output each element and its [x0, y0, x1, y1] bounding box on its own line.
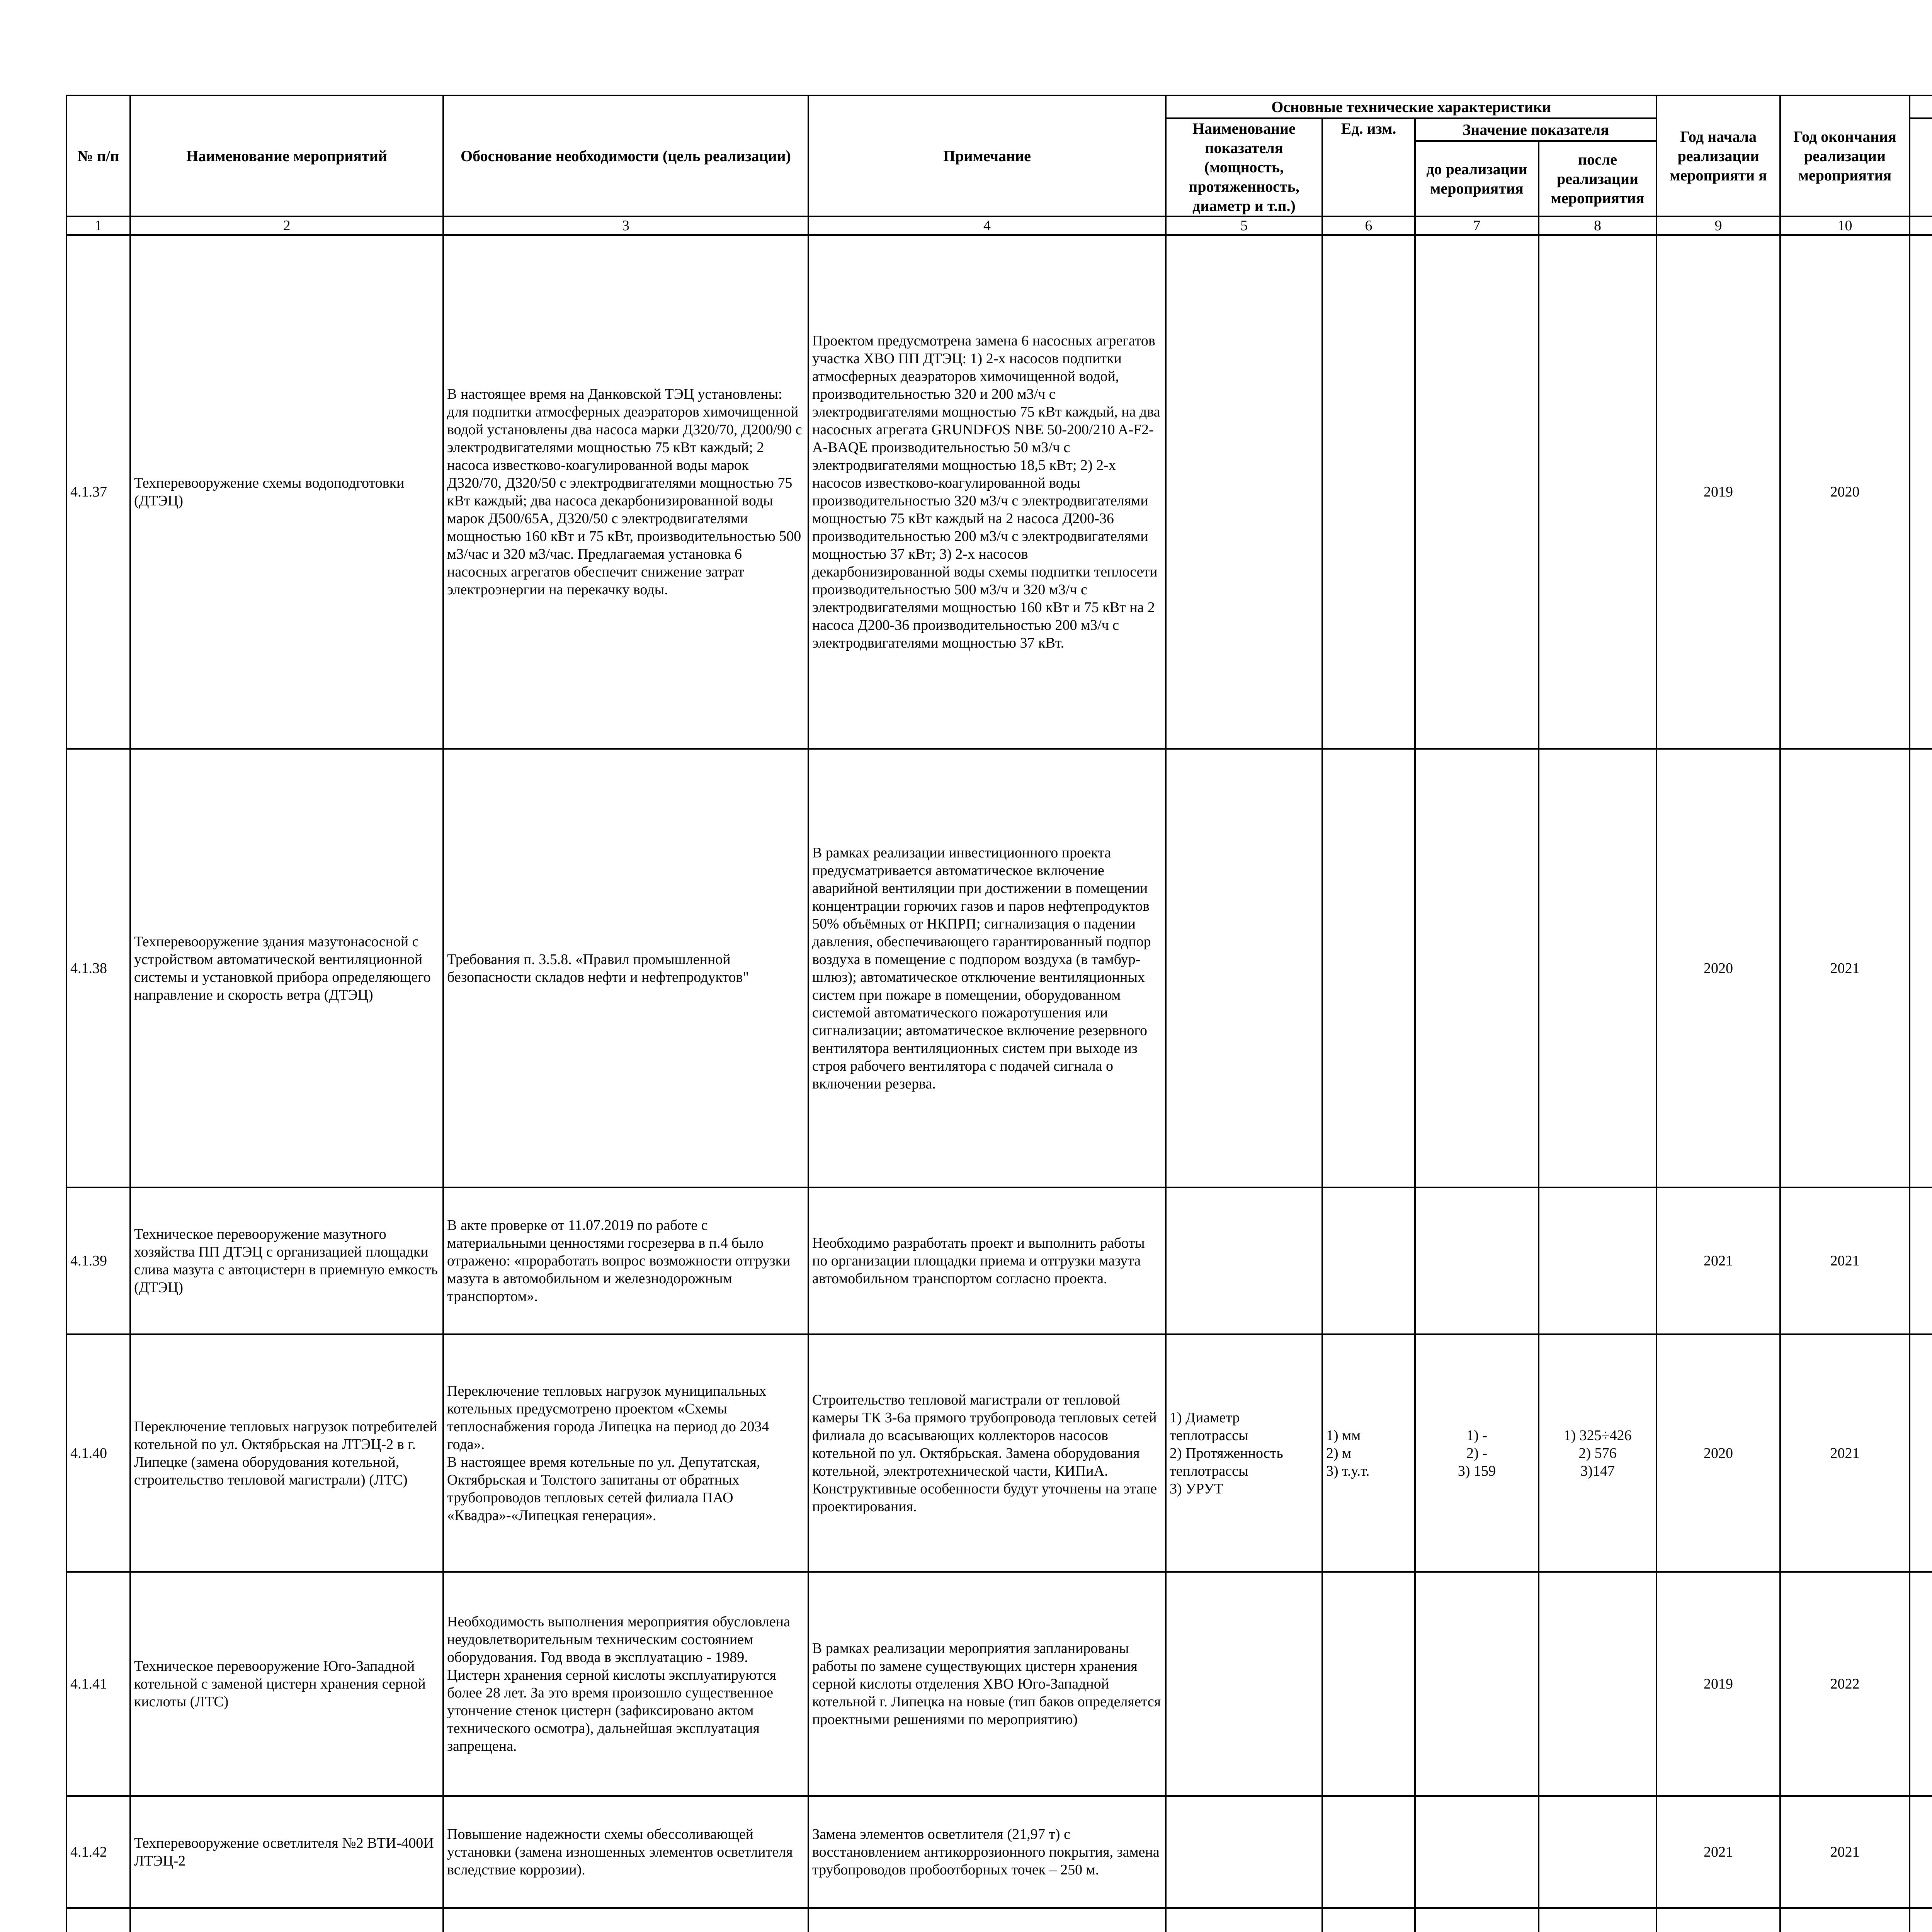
value-before: [1415, 235, 1539, 749]
end-year: 2020: [1780, 235, 1910, 749]
parameter-name: 1) Диаметр теплотрассы 2) Протяженность теплотрассы 3) УРУТ: [1166, 1334, 1322, 1572]
justification: В настоящее время на Данковской ТЭЦ установлены: для подпитки атмосферных деаэраторов химочищенной водой установлены два насоса марки Д320/70, Д200/90 с электродвигателями мощностью 75 кВт каждый; 2 насоса известково-коагулированной воды марок Д320/70, Д320/50 с электродвигателями мощностью 75 кВт каждый; два насоса декарбонизированной воды марок Д500/65А, Д320/50 с электродвигателями мощностью 160 кВт и 75 кВт, производительностью 500 м3/час и 320 м3/час. Предлагаемая установка 6 насосных агрегатов обеспечит снижение затрат электроэнергии на перекачку воды.: [443, 235, 808, 749]
measure-name: Переключение тепловых нагрузок потребителей котельной по ул. Октябрьская на ЛТЭЦ-2 в г. Липецке (замена оборудования котельной, строительство тепловой магистрали) (ЛТС): [130, 1334, 443, 1572]
column-number: [1910, 216, 1932, 235]
parameter-name: [1166, 235, 1322, 749]
unit: [1322, 1572, 1415, 1796]
end-year: 2021: [1780, 749, 1910, 1187]
column-number: 4: [808, 216, 1166, 235]
measure-name: Техперевооружение схемы водоподготовки (ДТЭЦ): [130, 235, 443, 749]
justification: [443, 1908, 808, 1932]
row-number: 4.1.41: [66, 1572, 130, 1796]
measure-name: Техническое перевооружение Юго-Западной котельной с заменой цистерн хранения серной кислоты (ЛТС): [130, 1572, 443, 1796]
header-num: № п/п: [66, 95, 130, 216]
total-cost: [1910, 1334, 1932, 1572]
note: В рамках реализации мероприятия запланированы работы по замене существующих цистерн хранения серной кислоты отделения ХВО Юго-Западной котельной г. Липецка на новые (тип баков определяется проектными решениями по мероприятию): [808, 1572, 1166, 1796]
note: Необходимо разработать проект и выполнить работы по организации площадки приема и отгрузки мазута автомобильном транспортом согласно проекта.: [808, 1187, 1166, 1334]
header-param: Наименование показателя (мощность, протяженность, диаметр и т.п.): [1166, 118, 1322, 216]
table-row: [66, 1572, 1932, 1796]
column-number: 7: [1415, 216, 1539, 235]
investment-program-table: [66, 95, 1932, 1932]
header-reason: Обоснование необходимости (цель реализации): [443, 95, 808, 216]
column-number: 5: [1166, 216, 1322, 235]
measure-name: Техперевооружение здания мазутонасосной с устройством автоматической вентиляционной системы и установкой прибора определяющего направление и скорость ветра (ДТЭЦ): [130, 749, 443, 1187]
value-after: [1539, 235, 1656, 749]
parameter-name: [1166, 749, 1322, 1187]
parameter-name: [1166, 1187, 1322, 1334]
justification: Требования п. 3.5.8. «Правил промышленной безопасности складов нефти и нефтепродуктов": [443, 749, 808, 1187]
header-unit: Ед. изм.: [1322, 118, 1415, 216]
value-after: [1539, 749, 1656, 1187]
column-number: 3: [443, 216, 808, 235]
column-number: 2: [130, 216, 443, 235]
data-table: [66, 95, 1932, 1932]
value-before: [1415, 1796, 1539, 1908]
parameter-name: [1166, 1908, 1322, 1932]
table-row: [66, 1187, 1932, 1334]
value-before: [1415, 1572, 1539, 1796]
table-row: [66, 1796, 1932, 1908]
end-year: 2021: [1780, 1796, 1910, 1908]
note: Проектом предусмотрена замена 6 насосных агрегатов участка ХВО ПП ДТЭЦ: 1) 2-х насосов подпитки атмосферных деаэраторов химочищенной водой, производительностью 320 и 200 м3/ч с электродвигателями мощностью 75 кВт каждый, на два насосных агрегата GRUNDFOS NBE 50-200/210 A-F2-A-BAQE производительностью 50 м3/ч с электродвигателями мощностью 18,5 кВт; 2) 2-х насосов известково-коагулированной воды производительностью 320 м3/ч с электродвигателями мощностью 75 кВт каждый на 2 насоса Д200-36 производительностью 200 м3/ч с электродвигателями мощностью 37 кВт; 3) 2-х насосов декарбонизированной воды схемы подпитки теплосети производительностью 500 м3/ч и 320 м3/ч с электродвигателями мощностью 160 кВт и 75 кВт на 2 насоса Д200-36 производительностью 200 м3/ч с электродвигателями мощностью 37 кВт.: [808, 235, 1166, 749]
start-year: 2020: [1656, 1334, 1780, 1572]
column-number: 10: [1780, 216, 1910, 235]
total-cost: [1910, 1187, 1932, 1334]
header-after: после реализации мероприятия: [1539, 141, 1656, 216]
header-start-year: Год начала реализации мероприяти я: [1656, 95, 1780, 216]
row-number: 4.1.37: [66, 235, 130, 749]
value-before: [1415, 1187, 1539, 1334]
row-number: [66, 1908, 130, 1932]
value-after: 1) 325÷426 2) 576 3)147: [1539, 1334, 1656, 1572]
justification: Необходимость выполнения мероприятия обусловлена неудовлетворительным техническим состоянием оборудования. Год ввода в эксплуатацию - 1989. Цистерн хранения серной кислоты эксплуатируются более 28 лет. За это время произошло существенное утончение стенок цистерн (зафиксировано актом технического осмотра), дальнейшая эксплуатация запрещена.: [443, 1572, 808, 1796]
table-row: [66, 1908, 1932, 1932]
note: Замена элементов осветлителя (21,97 т) с восстановлением антикоррозионного покрытия, замена трубопроводов пробоотборных точек – 250 м.: [808, 1796, 1166, 1908]
header-end-year: Год окончания реализации мероприятия: [1780, 95, 1910, 216]
row-number: 4.1.42: [66, 1796, 130, 1908]
value-after: [1539, 1796, 1656, 1908]
value-after: [1539, 1908, 1656, 1932]
header-before: до реализации мероприятия: [1415, 141, 1539, 216]
value-before: 1) - 2) - 3) 159: [1415, 1334, 1539, 1572]
column-number: 6: [1322, 216, 1415, 235]
row-number: 4.1.39: [66, 1187, 130, 1334]
column-number: 1: [66, 216, 130, 235]
table-row: [66, 749, 1932, 1187]
start-year: 2021: [1656, 1187, 1780, 1334]
column-number: 8: [1539, 216, 1656, 235]
unit: [1322, 1187, 1415, 1334]
header-value-group: Значение показателя: [1415, 118, 1656, 141]
header-total: [1910, 118, 1932, 216]
header-cost-group: [1910, 95, 1932, 118]
row-number: 4.1.38: [66, 749, 130, 1187]
value-before: [1415, 749, 1539, 1187]
unit: [1322, 749, 1415, 1187]
column-number: 9: [1656, 216, 1780, 235]
header-tech-group: Основные технические характеристики: [1166, 95, 1656, 118]
unit: [1322, 1908, 1415, 1932]
justification: Переключение тепловых нагрузок муниципальных котельных предусмотрено проектом «Схемы теплоснабжения города Липецка на период до 2034 года». В настоящее время котельные по ул. Депутатская, Октябрьская и Толстого запитаны от обратных трубопроводов тепловых сетей филиала ПАО «Квадра»-«Липецкая генерация».: [443, 1334, 808, 1572]
header-name: Наименование мероприятий: [130, 95, 443, 216]
measure-name: [130, 1908, 443, 1932]
parameter-name: [1166, 1572, 1322, 1796]
value-after: [1539, 1572, 1656, 1796]
justification: Повышение надежности схемы обессоливающей установки (замена изношенных элементов осветлителя вследствие коррозии).: [443, 1796, 808, 1908]
table-header: [66, 95, 1932, 235]
start-year: 2020: [1656, 749, 1780, 1187]
end-year: [1780, 1908, 1910, 1932]
end-year: 2021: [1780, 1334, 1910, 1572]
column-number-row: [66, 216, 1932, 235]
total-cost: [1910, 235, 1932, 749]
row-number: 4.1.40: [66, 1334, 130, 1572]
total-cost: [1910, 1572, 1932, 1796]
unit: [1322, 235, 1415, 749]
measure-name: Техническое перевооружение мазутного хозяйства ПП ДТЭЦ с организацией площадки слива мазута с автоцистерн в приемную емкость (ДТЭЦ): [130, 1187, 443, 1334]
unit: [1322, 1796, 1415, 1908]
note: В рамках реализации инвестиционного проекта предусматривается автоматическое включение аварийной вентиляции при достижении в помещении концентрации горючих газов и паров нефтепродуктов 50% объёмных от НКПРП; сигнализация о падении давления, обеспечивающего гарантированный подпор воздуха в помещение с подпором воздуха (в тамбур-шлюз); автоматическое отключение вентиляционных систем при пожаре в помещении, оборудованном системой автоматического пожаротушения или сигнализации; автоматическое включение резервного вентилятора вентиляционных систем при выходе из строя рабочего вентилятора с подачей сигнала о включении резерва.: [808, 749, 1166, 1187]
start-year: 2019: [1656, 1572, 1780, 1796]
header-note: Примечание: [808, 95, 1166, 216]
measure-name: Техперевооружение осветлителя №2 ВТИ-400И ЛТЭЦ-2: [130, 1796, 443, 1908]
start-year: 2019: [1656, 235, 1780, 749]
start-year: [1656, 1908, 1780, 1932]
end-year: 2021: [1780, 1187, 1910, 1334]
total-cost: [1910, 1908, 1932, 1932]
table-row: [66, 1334, 1932, 1572]
value-after: [1539, 1187, 1656, 1334]
table-row: [66, 235, 1932, 749]
justification: В акте проверке от 11.07.2019 по работе с материальными ценностями госрезерва в п.4 было отражено: «проработать вопрос возможности отгрузки мазута в автомобильном и железнодорожным транспортом».: [443, 1187, 808, 1334]
value-before: [1415, 1908, 1539, 1932]
unit: 1) мм 2) м 3) т.у.т.: [1322, 1334, 1415, 1572]
total-cost: [1910, 1796, 1932, 1908]
end-year: 2022: [1780, 1572, 1910, 1796]
note: Строительство тепловой магистрали от тепловой камеры ТК 3-6а прямого трубопровода тепловых сетей филиала до всасывающих коллекторов насосов котельной по ул. Октябрьская. Замена оборудования котельной, электротехнической части, КИПиА. Конструктивные особенности будут уточнены на этапе проектирования.: [808, 1334, 1166, 1572]
start-year: 2021: [1656, 1796, 1780, 1908]
parameter-name: [1166, 1796, 1322, 1908]
table-body: [66, 235, 1932, 1932]
total-cost: [1910, 749, 1932, 1187]
note: [808, 1908, 1166, 1932]
